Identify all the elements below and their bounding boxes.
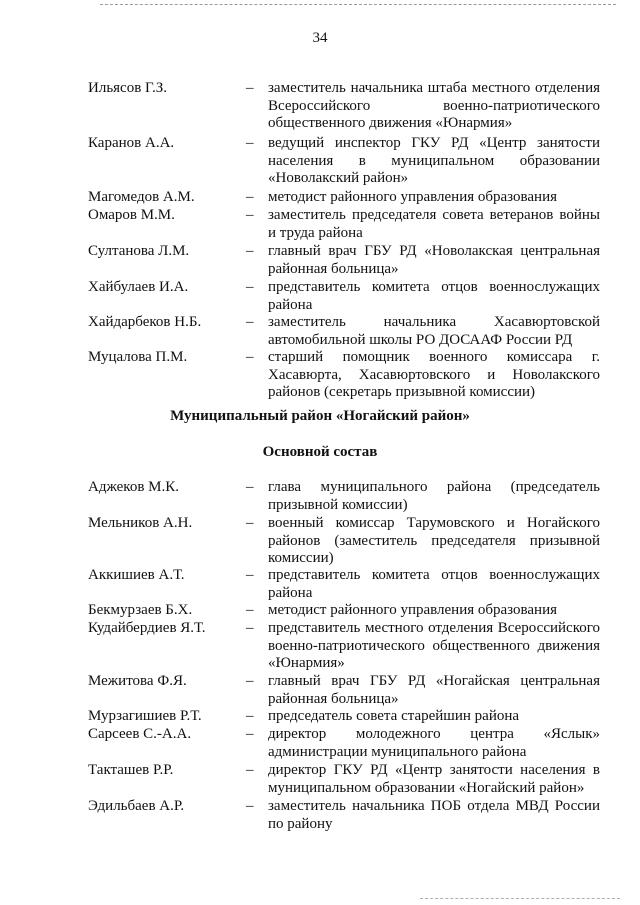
member-role: представитель местного отделения Всероссийского военно-патриотического общественного движения «Юнармия»	[268, 620, 600, 671]
member-entry	[88, 726, 600, 762]
member-name: Султанова Л.М.	[88, 243, 190, 259]
member-role: методист районного управления образования	[268, 602, 558, 618]
member-entry	[88, 479, 600, 515]
member-entry	[88, 349, 600, 404]
dash: –	[246, 207, 254, 223]
dash: –	[246, 243, 254, 259]
member-name: Хайбулаев И.А.	[88, 279, 189, 295]
member-entry	[88, 135, 600, 189]
member-role: представитель комитета отцов военнослужащих района	[268, 567, 600, 601]
member-role: заместитель начальника штаба местного отделения Всероссийского военно-патриотического общественного движения «Юнармия»	[268, 80, 600, 131]
member-entry	[88, 602, 600, 620]
member-name: Эдильбаев А.Р.	[88, 798, 185, 814]
member-entry	[88, 762, 600, 798]
dash: –	[246, 798, 254, 814]
dash: –	[246, 189, 254, 205]
member-name: Такташев Р.Р.	[88, 762, 174, 778]
member-name: Аджеков М.К.	[88, 479, 179, 495]
member-role: глава муниципального района (председатель призывной комиссии)	[268, 479, 600, 513]
member-entry	[88, 314, 600, 349]
member-name: Мельников А.Н.	[88, 515, 193, 531]
section-heading: Основной состав	[262, 444, 378, 460]
dash: –	[246, 620, 254, 636]
member-role: главный врач ГБУ РД «Ногайская центральная районная больница»	[268, 673, 600, 707]
page-number: 34	[312, 30, 328, 46]
member-role: ведущий инспектор ГКУ РД «Центр занятости населения в муниципальном образовании «Новолакский район»	[268, 135, 600, 186]
member-role: методист районного управления образования	[268, 189, 558, 205]
dash: –	[246, 479, 254, 495]
dash: –	[246, 762, 254, 778]
member-name: Сарсеев С.-А.А.	[88, 726, 192, 742]
dash: –	[246, 349, 254, 365]
members-list-nogaisky	[88, 479, 600, 834]
member-name: Омаров М.М.	[88, 207, 175, 223]
member-role: заместитель председателя совета ветеранов войны и труда района	[268, 207, 600, 241]
member-name: Мурзагишиев Р.Т.	[88, 708, 202, 724]
member-name: Межитова Ф.Я.	[88, 673, 187, 689]
top-edge-line	[100, 4, 616, 5]
member-role: заместитель начальника ПОБ отдела МВД России по району	[268, 798, 600, 832]
dash: –	[246, 135, 254, 151]
dash: –	[246, 80, 254, 96]
district-heading: Муниципальный район «Ногайский район»	[170, 408, 470, 424]
member-entry	[88, 798, 600, 834]
member-entry	[88, 620, 600, 673]
member-name: Ильясов Г.З.	[88, 80, 168, 96]
dash: –	[246, 314, 254, 330]
dash: –	[246, 567, 254, 583]
members-list-novolaksky	[88, 80, 600, 404]
dash: –	[246, 279, 254, 295]
member-name: Аккишиев А.Т.	[88, 567, 185, 583]
member-entry	[88, 207, 600, 243]
member-role: военный комиссар Тарумовского и Ногайского районов (заместитель председателя призывной комиссии)	[268, 515, 600, 566]
member-name: Хайдарбеков Н.Б.	[88, 314, 202, 330]
member-entry	[88, 515, 600, 567]
member-role: директор молодежного центра «Яслык» администрации муниципального района	[268, 726, 600, 760]
member-entry	[88, 567, 600, 602]
member-name: Бекмурзаев Б.Х.	[88, 602, 193, 618]
member-role: представитель комитета отцов военнослужащих района	[268, 279, 600, 313]
member-role: старший помощник военного комиссара г. Хасавюрта, Хасавюртовского и Новолакского районов (секретарь призывной комиссии)	[268, 349, 600, 400]
member-name: Кудайбердиев Я.Т.	[88, 620, 206, 636]
dash: –	[246, 602, 254, 618]
member-name: Каранов А.А.	[88, 135, 175, 151]
dash: –	[246, 515, 254, 531]
member-name: Муцалова П.М.	[88, 349, 188, 365]
bottom-edge-line	[420, 898, 620, 899]
member-role: директор ГКУ РД «Центр занятости населения в муниципальном образовании «Ногайский район»	[268, 762, 600, 796]
member-entry	[88, 189, 600, 207]
member-role: заместитель начальника Хасавюртовской автомобильной школы РО ДОСААФ России РД	[268, 314, 600, 348]
member-entry	[88, 279, 600, 314]
member-entry	[88, 708, 600, 726]
member-entry	[88, 243, 600, 279]
member-role: председатель совета старейшин района	[268, 708, 520, 724]
dash: –	[246, 726, 254, 742]
dash: –	[246, 673, 254, 689]
member-role: главный врач ГБУ РД «Новолакская центральная районная больница»	[268, 243, 600, 277]
dash: –	[246, 708, 254, 724]
member-name: Магомедов А.М.	[88, 189, 195, 205]
member-entry	[88, 673, 600, 708]
member-entry	[88, 80, 600, 135]
